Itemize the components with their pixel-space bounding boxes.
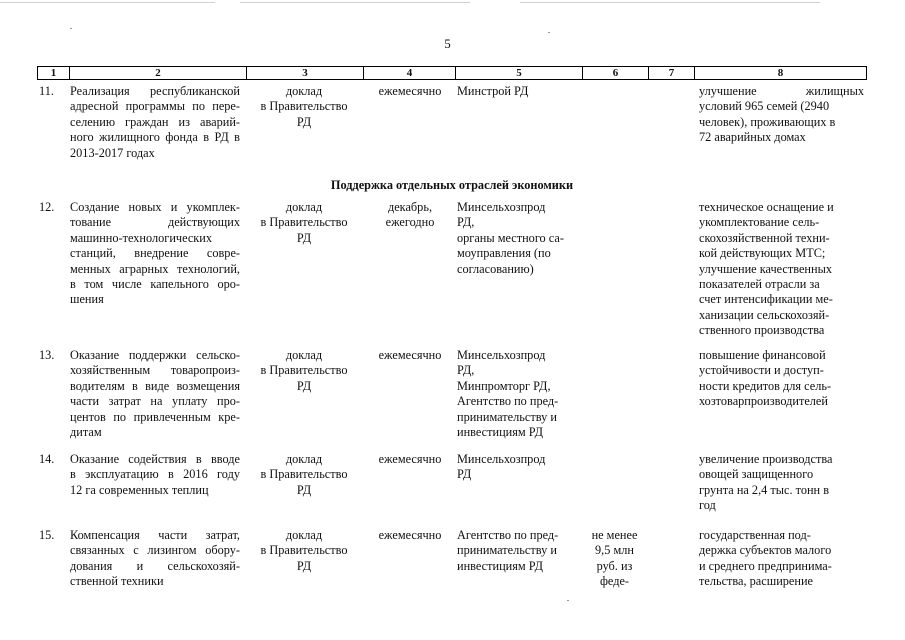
- row-result-line: грунта на 2,4 тыс. тонн в: [699, 482, 830, 497]
- row-result-line: овощей защищенного: [699, 467, 814, 482]
- row-executor: [457, 200, 575, 277]
- row-measure-line: адресной программы по пере-: [70, 99, 240, 114]
- row-measure: [70, 348, 240, 440]
- row-period-line: ежемесячно: [378, 84, 442, 98]
- row-report-form: [253, 452, 355, 498]
- row-measure-line: ственной техники: [70, 574, 164, 589]
- row-executor-line: Минстрой РД: [457, 84, 529, 98]
- row-executor-line: Минпромторг РД,: [457, 378, 551, 393]
- row-measure-line: станций, внедрение совре-: [70, 246, 240, 261]
- row-period: [370, 348, 450, 363]
- section-title: Поддержка отдельных отраслей экономики: [330, 178, 574, 192]
- row-result-line: кой действующих МТС;: [699, 246, 826, 261]
- row-measure-line: водителям в виде возмещения: [70, 378, 240, 393]
- scan-top-rule: [520, 2, 820, 3]
- row-executor-line: Минсельхозпрод: [457, 200, 546, 214]
- row-measure-line: хозяйственным товаропроиз-: [70, 363, 240, 378]
- row-number: 13.: [39, 348, 55, 362]
- row-period: [370, 200, 450, 231]
- header-col-5: 5: [455, 67, 582, 79]
- header-col-4: 4: [363, 67, 455, 79]
- row-report-form-line: доклад: [285, 348, 323, 362]
- row-result-line: год: [699, 498, 716, 513]
- row-result: [699, 84, 864, 146]
- scan-top-rule: [0, 2, 215, 3]
- row-measure-line: ного жилищного фонда в РД в: [70, 130, 240, 145]
- row-report-form-line: доклад: [285, 200, 323, 214]
- row-measure: [70, 452, 240, 498]
- row-result-line: увеличение производства: [699, 452, 833, 466]
- row-result: [699, 348, 864, 410]
- row-result-line: повышение финансовой: [699, 348, 826, 362]
- row-result-line: ственного производства: [699, 323, 825, 338]
- row-result-line: ханизации сельскохозяй-: [699, 307, 830, 322]
- row-executor-line: РД,: [457, 363, 475, 378]
- row-report-form: [253, 200, 355, 246]
- page-number: 5: [444, 36, 451, 51]
- row-result-line: 72 аварийных домах: [699, 130, 806, 145]
- row-measure-line: Реализация республиканской: [70, 84, 240, 98]
- header-col-7: 7: [648, 67, 694, 79]
- row-result-line: и среднего предпринима-: [699, 558, 832, 573]
- row-report-form-line: РД: [296, 378, 312, 393]
- row-report-form-line: РД: [296, 230, 312, 245]
- scan-speck: [567, 600, 569, 601]
- row-result-line: устойчивости и доступ-: [699, 363, 824, 378]
- row-funding: [587, 528, 642, 590]
- row-result: [699, 528, 864, 590]
- row-report-form-line: РД: [296, 114, 312, 129]
- row-funding-line: не менее: [591, 528, 638, 542]
- row-result-line: улучшение жилищных: [699, 84, 864, 98]
- row-measure-line: дования и сельскохозяй-: [70, 558, 240, 573]
- row-period-line: ежемесячно: [378, 528, 442, 542]
- row-measure-line: Оказание поддержки сельско-: [70, 348, 240, 362]
- row-executor-line: согласованию): [457, 261, 534, 276]
- header-col-6: 6: [582, 67, 648, 79]
- row-measure: [70, 84, 240, 161]
- row-number: 12.: [39, 200, 55, 214]
- row-result: [699, 200, 864, 339]
- row-result-line: техническое оснащение и: [699, 200, 834, 214]
- row-result-line: государственная под-: [699, 528, 811, 542]
- row-funding-line: 9,5 млн: [595, 543, 634, 558]
- row-number: 11.: [39, 84, 54, 98]
- scan-speck: [548, 32, 550, 33]
- row-measure-line: шения: [70, 292, 104, 307]
- row-result-line: держка субъектов малого: [699, 543, 832, 558]
- row-period-line: ежегодно: [385, 215, 435, 230]
- row-report-form-line: доклад: [285, 84, 323, 98]
- row-measure-line: части затрат на уплату про-: [70, 394, 240, 409]
- row-executor-line: принимательству и: [457, 409, 557, 424]
- row-period-line: декабрь,: [387, 200, 433, 214]
- header-col-3: 3: [246, 67, 363, 79]
- row-report-form-line: в Правительство: [260, 215, 348, 230]
- row-executor: [457, 348, 575, 440]
- row-executor-line: Агентство по пред-: [457, 394, 559, 409]
- row-measure-line: 12 га современных теплиц: [70, 482, 209, 497]
- row-result-line: хозтоварпроизводителей: [699, 394, 828, 409]
- header-col-2: 2: [69, 67, 246, 79]
- row-result-line: скохозяйственной техни-: [699, 230, 830, 245]
- row-report-form-line: РД: [296, 482, 312, 497]
- row-measure: [70, 528, 240, 590]
- row-report-form-line: в Правительство: [260, 363, 348, 378]
- row-measure-line: Оказание содействия в вводе: [70, 452, 240, 466]
- row-executor-line: Минсельхозпрод: [457, 452, 546, 466]
- row-measure-line: в том числе капельного оро-: [70, 277, 240, 292]
- row-result-line: счет интенсификации ме-: [699, 292, 833, 307]
- row-result-line: условий 965 семей (2940: [699, 99, 830, 114]
- row-period-line: ежемесячно: [378, 348, 442, 362]
- row-executor-line: органы местного са-: [457, 230, 564, 245]
- row-report-form: [253, 348, 355, 394]
- row-executor-line: РД: [457, 467, 472, 482]
- row-number: 14.: [39, 452, 55, 466]
- row-measure-line: в эксплуатацию в 2016 году: [70, 467, 240, 482]
- row-measure-line: связанных с лизингом обору-: [70, 543, 240, 558]
- row-executor-line: РД,: [457, 215, 475, 230]
- row-executor-line: моуправления (по: [457, 246, 551, 261]
- row-funding-line: феде-: [599, 574, 630, 589]
- header-col-1: 1: [50, 67, 57, 79]
- row-result-line: человек), проживающих в: [699, 114, 836, 129]
- row-executor-line: инвестициям РД: [457, 425, 544, 440]
- row-measure-line: центов по привлеченным кре-: [70, 409, 240, 424]
- row-executor-line: инвестициям РД: [457, 558, 544, 573]
- row-measure-line: машинно-технологических: [70, 230, 213, 245]
- row-report-form-line: в Правительство: [260, 543, 348, 558]
- row-measure-line: Создание новых и укомплек-: [70, 200, 240, 214]
- row-measure-line: дитам: [70, 425, 102, 440]
- row-executor-line: принимательству и: [457, 543, 557, 558]
- row-report-form-line: в Правительство: [260, 99, 348, 114]
- row-measure-line: Компенсация части затрат,: [70, 528, 240, 542]
- table-header: [37, 66, 867, 80]
- row-period: [370, 84, 450, 99]
- scan-speck: [70, 28, 72, 29]
- row-result-line: улучшение качественных: [699, 261, 832, 276]
- row-result: [699, 452, 864, 514]
- row-measure-line: менных аграрных технологий,: [70, 261, 240, 276]
- row-measure: [70, 200, 240, 308]
- row-report-form-line: РД: [296, 558, 312, 573]
- scan-top-rule: [240, 2, 470, 3]
- row-executor: [457, 452, 575, 483]
- row-period: [370, 452, 450, 467]
- row-number: 15.: [39, 528, 55, 542]
- row-period: [370, 528, 450, 543]
- row-report-form-line: доклад: [285, 528, 323, 542]
- row-executor: [457, 528, 575, 574]
- header-col-8: 8: [694, 67, 866, 79]
- row-result-line: показателей отрасли за: [699, 277, 820, 292]
- row-executor-line: Минсельхозпрод: [457, 348, 546, 362]
- row-funding-line: руб. из: [596, 558, 633, 573]
- row-period-line: ежемесячно: [378, 452, 442, 466]
- row-result-line: ности кредитов для сель-: [699, 378, 832, 393]
- row-report-form: [253, 528, 355, 574]
- row-measure-line: 2013-2017 годах: [70, 145, 155, 160]
- row-report-form: [253, 84, 355, 130]
- row-measure-line: тование действующих: [70, 215, 240, 230]
- row-report-form-line: в Правительство: [260, 467, 348, 482]
- row-executor-line: Агентство по пред-: [457, 528, 559, 542]
- row-executor: [457, 84, 575, 99]
- row-result-line: тельства, расширение: [699, 574, 813, 589]
- row-result-line: укомплектование сель-: [699, 215, 820, 230]
- row-report-form-line: доклад: [285, 452, 323, 466]
- row-measure-line: селению граждан из аварий-: [70, 114, 240, 129]
